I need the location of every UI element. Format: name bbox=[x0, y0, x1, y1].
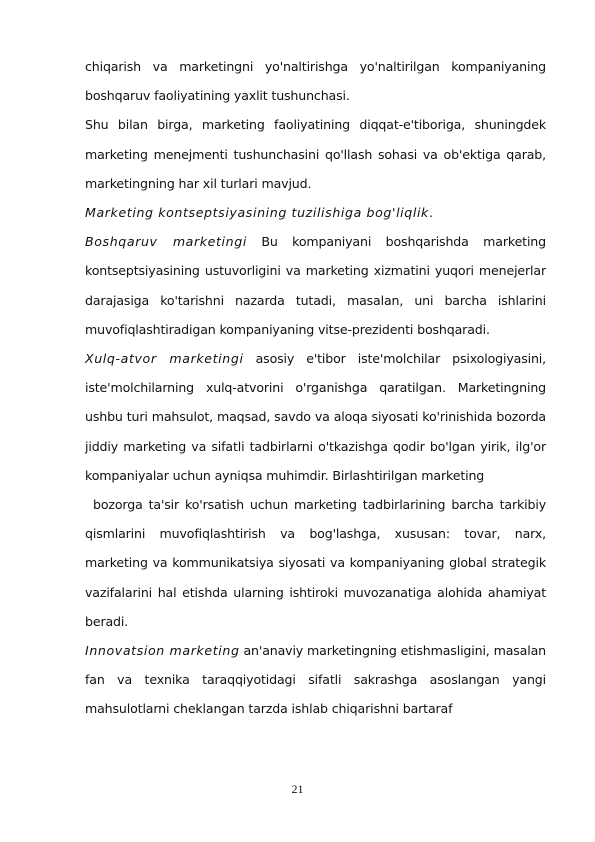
section-heading: Marketing kontseptsiyasining tuzilishiga bog'liqlik bbox=[85, 205, 429, 221]
text-innovatsion: an'anaviy marketingning etishmasligini, masalan fan va texnika taraqqiyotidagi sifatli sakrashga asoslangan yangi mahsulotlarni cheklangan tarzda ishlab chiqarishni bartaraf bbox=[85, 643, 546, 717]
term-boshqaruv: Boshqaruv marketingi bbox=[85, 234, 247, 250]
paragraph-2: Shu bilan birga, marketing faoliyatining diqqat-e'tiboriga, shuningdek marketing menejmenti tushunchasini qo'llash sohasi va ob'ektiga qarab, marketingning har xil turlari mavjud. bbox=[85, 117, 546, 191]
document-body bbox=[85, 52, 546, 724]
text-xulq-atvor: asosiy e'tibor iste'molchilar psixologiyasini, iste'molchilarning xulq-atvorini o'rganishga qaratilgan. Marketingning ushbu turi mahsulot, maqsad, savdo va aloqa siyosati ko'rinishida bozorda jiddiy marketing va sifatli tadbirlarni o'tkazishga qodir bo'lgan yirik, ilg'or kompaniyalar uchun ayniqsa muhimdir. Birlashtirilgan marketing bbox=[85, 351, 546, 483]
term-innovatsion: Innovatsion marketing bbox=[85, 643, 240, 659]
paragraph-7 bbox=[85, 636, 546, 724]
term-xulq-atvor: Xulq-atvor marketingi bbox=[85, 351, 244, 367]
paragraph-1: chiqarish va marketingni yo'naltirishga yo'naltirilgan kompaniyaning boshqaruv faoliyatining yaxlit tushunchasi. bbox=[85, 59, 546, 104]
paragraph-3 bbox=[85, 198, 546, 227]
section-heading-period: . bbox=[428, 205, 433, 221]
paragraph-4 bbox=[85, 227, 546, 344]
text-boshqaruv: Bu kompaniyani boshqarishda marketing kontseptsiyasining ustuvorligini va marketing xizmatini yuqori menejerlar darajasiga ko'tarishni nazarda tutadi, masalan, uni barcha ishlarini muvofiqlashtiradigan kompaniyaning vitse-prezidenti boshqaradi. bbox=[85, 234, 546, 337]
page-number: 21 bbox=[291, 782, 304, 796]
paragraph-5 bbox=[85, 344, 546, 490]
paragraph-6: bozorga ta'sir ko'rsatish uchun marketing tadbirlarining barcha tarkibiy qismlarini muvofiqlashtirish va bog'lashga, xususan: tovar, narx, marketing va kommunikatsiya siyosati va kompaniyaning global strategik vazifalarini hal etishda ularning ishtiroki muvozanatiga alohida ahamiyat beradi. bbox=[85, 497, 546, 629]
